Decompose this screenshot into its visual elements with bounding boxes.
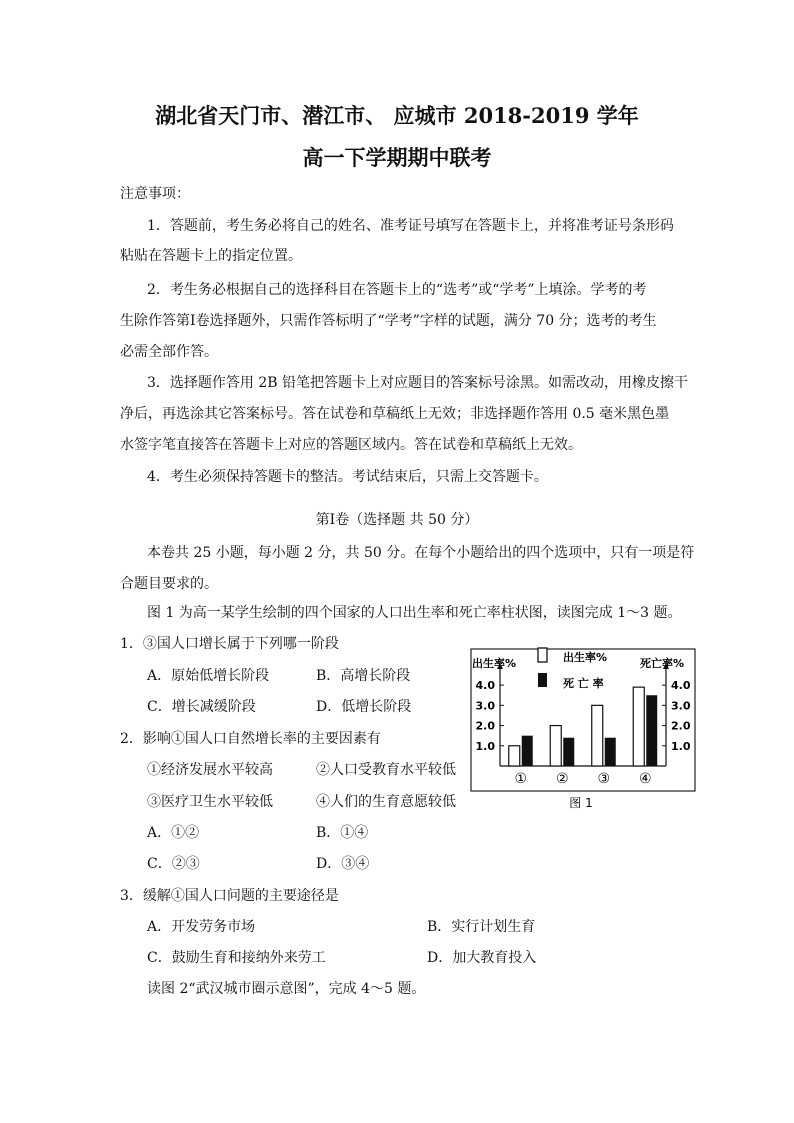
section1-intro-line2: 合题目要求的。 <box>120 576 218 592</box>
q3-option-c[interactable]: C．鼓励生育和接纳外来劳工 <box>147 950 326 966</box>
note-1-line1: 1．答题前，考生务必将自己的姓名、准考证号填写在答题卡上，并将准考证号条形码 <box>147 218 674 234</box>
note-3-line2: 净后，再选涂其它答案标号。答在试卷和草稿纸上无效；非选择题作答用 0.5 毫米黑色墨 <box>120 406 670 422</box>
q2-option-a[interactable]: A．①② <box>147 825 200 841</box>
q3-option-b[interactable]: B．实行计划生育 <box>427 919 536 935</box>
note-2-line3: 必需全部作答。 <box>120 344 218 360</box>
q1-option-c[interactable]: C．增长减缓阶段 <box>147 699 256 715</box>
bar-birth-rate-2 <box>550 726 561 766</box>
chart-frame <box>471 649 695 791</box>
right-tick-label: 4.0 <box>671 679 691 693</box>
note-3-line3: 水签字笔直接答在答题卡上对应的答题区域内。答在试卷和草稿纸上无效。 <box>120 437 582 453</box>
section1-heading: 第Ⅰ卷（选择题 共 50 分） <box>315 512 479 528</box>
legend-swatch-death-rate <box>538 673 547 687</box>
figure1-caption: 图 1 <box>569 796 593 810</box>
category-label-2: ② <box>555 771 569 787</box>
figure1-bar-chart <box>468 643 698 813</box>
right-tick-label: 3.0 <box>671 699 691 713</box>
bar-birth-rate-4 <box>633 687 644 766</box>
legend-label-death-rate: 死 亡 率 <box>563 677 604 690</box>
left-tick-label: 3.0 <box>475 699 495 713</box>
bar-death-rate-1 <box>522 736 533 766</box>
q1-option-a[interactable]: A．原始低增长阶段 <box>147 668 270 684</box>
q3-option-a[interactable]: A．开发劳务市场 <box>147 919 256 935</box>
right-axis-title: 死亡率% <box>640 657 685 670</box>
note-1-line2: 粘贴在答题卡上的指定位置。 <box>120 248 302 264</box>
q2-option-c[interactable]: C．②③ <box>147 856 200 872</box>
notes-heading: 注意事项： <box>120 186 190 202</box>
left-tick-label: 1.0 <box>475 739 495 753</box>
left-tick-label: 2.0 <box>475 719 495 733</box>
q1-stem: 1．③国人口增长属于下列哪一阶段 <box>120 636 339 652</box>
section1-intro-line1: 本卷共 25 小题，每小题 2 分，共 50 分。在每个小题给出的四个选项中，只有一项是符 <box>147 545 695 561</box>
bar-death-rate-4 <box>646 695 657 766</box>
q2-statement-4: ④人们的生育意愿较低 <box>316 794 456 810</box>
category-label-1: ① <box>514 771 528 787</box>
bar-birth-rate-1 <box>509 746 520 766</box>
q2-stem: 2．影响①国人口自然增长率的主要因素有 <box>120 731 381 747</box>
category-label-3: ③ <box>597 771 611 787</box>
doc-title-line2: 高一下学期期中联考 <box>302 145 492 170</box>
q2-option-b[interactable]: B．①④ <box>316 825 369 841</box>
legend-swatch-birth-rate <box>538 648 547 662</box>
bar-birth-rate-3 <box>592 705 603 766</box>
category-label-4: ④ <box>638 771 652 787</box>
legend-label-birth-rate: 出生率% <box>563 651 608 664</box>
q2-statement-2: ②人口受教育水平较低 <box>316 762 456 778</box>
q2-statement-3: ③医疗卫生水平较低 <box>147 794 273 810</box>
doc-title-line1: 湖北省天门市、潜江市、 应城市 2018-2019 学年 <box>155 103 639 128</box>
figure1-intro: 图 1 为高一某学生绘制的四个国家的人口出生率和死亡率柱状图，读图完成 1～3 题。 <box>147 605 682 621</box>
figure2-intro: 读图 2“武汉城市圈示意图”，完成 4～5 题。 <box>147 981 426 997</box>
q2-option-d[interactable]: D．③④ <box>316 856 370 872</box>
left-axis-title: 出生率% <box>472 657 517 670</box>
q1-option-b[interactable]: B．高增长阶段 <box>316 668 411 684</box>
note-2-line2: 生除作答第Ⅰ卷选择题外，只需作答标明了“学考”字样的试题，满分 70 分；选考的考生 <box>120 313 657 329</box>
note-4: 4．考生必须保持答题卡的整洁。考试结束后，只需上交答题卡。 <box>147 469 548 485</box>
q3-option-d[interactable]: D．加大教育投入 <box>427 950 537 966</box>
bar-death-rate-3 <box>605 738 616 766</box>
q2-statement-1: ①经济发展水平较高 <box>147 762 273 778</box>
q3-stem: 3．缓解①国人口问题的主要途径是 <box>120 888 339 904</box>
bar-death-rate-2 <box>563 738 574 766</box>
note-3-line1: 3．选择题作答用 2B 铅笔把答题卡上对应题目的答案标号涂黑。如需改动，用橡皮擦干 <box>147 375 689 391</box>
q1-option-d[interactable]: D．低增长阶段 <box>316 699 412 715</box>
note-2-line1: 2．考生务必根据自己的选择科目在答题卡上的“选考”或“学考”上填涂。学考的考 <box>147 282 647 298</box>
right-tick-label: 1.0 <box>671 739 691 753</box>
left-tick-label: 4.0 <box>475 679 495 693</box>
right-tick-label: 2.0 <box>671 719 691 733</box>
